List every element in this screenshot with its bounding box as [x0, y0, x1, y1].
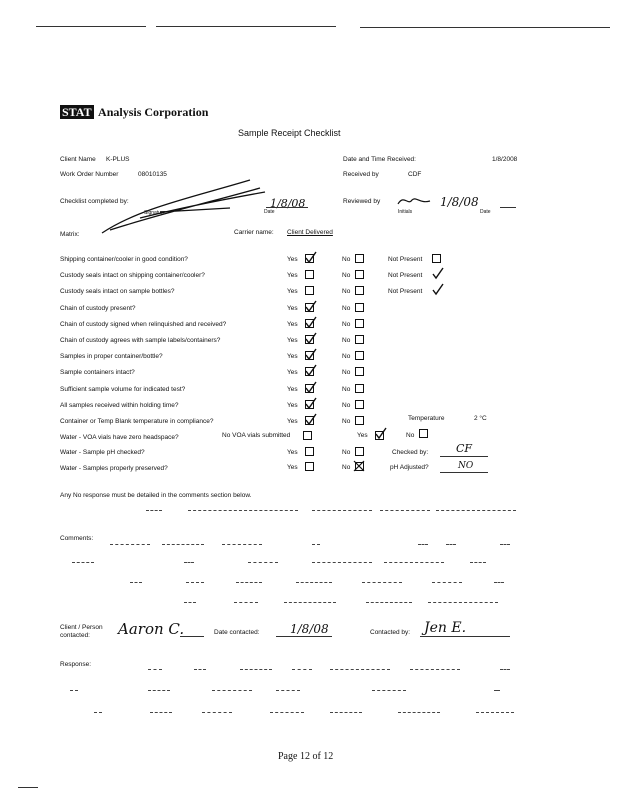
- checklist-date-handwritten: 1/8/08: [270, 197, 306, 210]
- response-line: [372, 690, 406, 691]
- reviewed-date-label: Date: [480, 209, 491, 215]
- question-text: Sufficient sample volume for indicated test?: [60, 386, 186, 393]
- ph-adjusted-underline: [440, 472, 488, 473]
- voa-yes-label: Yes: [357, 432, 368, 439]
- question-no-checkbox[interactable]: [355, 270, 364, 279]
- comment-line: [110, 544, 150, 545]
- question-yes-checkmark: [303, 331, 317, 345]
- page-title: Sample Receipt Checklist: [238, 128, 341, 138]
- reviewed-date-underline: [500, 207, 516, 208]
- contacted-by-underline: [420, 636, 510, 637]
- question-yes-label: Yes: [287, 353, 298, 360]
- matrix-label: Matrix:: [60, 231, 80, 238]
- ph-adjusted-handwritten: NO: [458, 461, 474, 471]
- question-no-checkbox[interactable]: [355, 367, 364, 376]
- response-line: [148, 669, 162, 670]
- comment-line: [162, 544, 204, 545]
- date-contacted-handwritten: 1/8/08: [290, 622, 329, 636]
- question-yes-checkmark: [303, 315, 317, 329]
- comment-line: [184, 602, 196, 603]
- question-no-checkbox[interactable]: [355, 400, 364, 409]
- water-preserved-question: Water - Samples properly preserved?: [60, 465, 168, 472]
- response-line: [494, 690, 500, 691]
- carrier-value: Client Delivered: [287, 229, 333, 236]
- ph-adjusted-label: pH Adjusted?: [390, 464, 429, 471]
- question-no-label: No: [342, 386, 351, 393]
- note-any-no: Any No response must be detailed in the comments section below.: [60, 492, 252, 499]
- checklist-completed-label: Checklist completed by:: [60, 198, 129, 205]
- client-person-underline: [180, 636, 204, 637]
- question-no-checkbox[interactable]: [355, 335, 364, 344]
- comment-line: [446, 544, 456, 545]
- question-no-checkbox[interactable]: [355, 254, 364, 263]
- question-no-checkbox[interactable]: [355, 416, 364, 425]
- response-line: [270, 712, 304, 713]
- comment-line: [432, 582, 462, 583]
- comment-line: [384, 562, 444, 563]
- question-yes-label: Yes: [287, 337, 298, 344]
- response-line: [398, 712, 440, 713]
- water-ph-question: Water - Sample pH checked?: [60, 449, 145, 456]
- response-line: [212, 690, 252, 691]
- blank-line: [188, 510, 298, 511]
- scan-line: [36, 26, 146, 27]
- question-yes-checkmark: [303, 396, 317, 410]
- scan-line: [360, 27, 610, 28]
- response-line: [70, 690, 78, 691]
- client-person-label: Client / Person contacted:: [60, 624, 103, 639]
- question-yes-label: Yes: [287, 369, 298, 376]
- comment-line: [130, 582, 142, 583]
- logo-company-name: Analysis Corporation: [98, 105, 209, 119]
- question-yes-checkmark: [303, 347, 317, 361]
- response-label: Response:: [60, 661, 92, 668]
- comment-line: [248, 562, 278, 563]
- question-text: Chain of custody present?: [60, 305, 136, 312]
- blank-line: [312, 510, 372, 511]
- ph-no-label: No: [342, 449, 351, 456]
- question-yes-label: Yes: [287, 272, 298, 279]
- question-no-label: No: [342, 353, 351, 360]
- question-text: Custody seals intact on shipping container/cooler?: [60, 272, 205, 279]
- comment-line: [184, 562, 194, 563]
- ph-yes-checkbox[interactable]: [305, 447, 314, 456]
- voa-no-label: No: [406, 432, 415, 439]
- question-not-present-checkmark: [430, 266, 444, 280]
- question-no-checkbox[interactable]: [355, 286, 364, 295]
- question-text: Chain of custody agrees with sample labels/containers?: [60, 337, 221, 344]
- comment-line: [222, 544, 262, 545]
- question-no-label: No: [342, 288, 351, 295]
- question-no-label: No: [342, 272, 351, 279]
- company-logo: [60, 103, 208, 121]
- ph-yes-label: Yes: [287, 449, 298, 456]
- comment-line: [366, 602, 412, 603]
- work-order-label: Work Order Number: [60, 171, 119, 178]
- question-no-label: No: [342, 369, 351, 376]
- question-yes-checkmark: [303, 250, 317, 264]
- comment-line: [312, 562, 372, 563]
- ph-no-checkbox[interactable]: [355, 447, 364, 456]
- client-person-handwritten: Aaron C.: [118, 620, 185, 638]
- question-no-checkbox[interactable]: [355, 303, 364, 312]
- date-label: Date: [264, 209, 275, 215]
- date-contacted-underline: [276, 636, 332, 637]
- question-no-checkbox[interactable]: [355, 384, 364, 393]
- preserved-no-label: No: [342, 464, 351, 471]
- response-line: [94, 712, 102, 713]
- question-text: All samples received within holding time?: [60, 402, 179, 409]
- comment-line: [418, 544, 428, 545]
- question-yes-label: Yes: [287, 321, 298, 328]
- no-voa-label: No VOA vials submitted: [222, 432, 291, 439]
- preserved-yes-label: Yes: [287, 464, 298, 471]
- comment-line: [470, 562, 486, 563]
- question-yes-checkbox[interactable]: [305, 286, 314, 295]
- temperature-label: Temperature: [408, 415, 445, 422]
- question-yes-label: Yes: [287, 418, 298, 425]
- question-yes-checkmark: [303, 363, 317, 377]
- preserved-yes-checkbox[interactable]: [305, 462, 314, 471]
- response-line: [330, 669, 390, 670]
- initials-label: Initials: [398, 209, 413, 215]
- response-line: [276, 690, 300, 691]
- checked-by-label: Checked by:: [392, 449, 429, 456]
- received-by-label: Received by: [343, 171, 379, 178]
- water-voa-question: Water - VOA vials have zero headspace?: [60, 434, 179, 441]
- scan-line: [156, 26, 336, 27]
- question-text: Shipping container/cooler in good condition?: [60, 256, 188, 263]
- question-not-present-label: Not Present: [388, 288, 423, 295]
- date-received-value: 1/8/2008: [492, 156, 518, 163]
- comment-line: [428, 602, 498, 603]
- client-name-label: Client Name: [60, 156, 96, 163]
- response-line: [240, 669, 272, 670]
- comment-line: [296, 582, 332, 583]
- signature-label: Signature: [144, 210, 166, 216]
- response-line: [410, 669, 460, 670]
- question-no-label: No: [342, 305, 351, 312]
- comment-line: [284, 602, 336, 603]
- comment-line: [500, 544, 510, 545]
- scan-line: [18, 787, 38, 788]
- response-line: [292, 669, 312, 670]
- comment-line: [236, 582, 262, 583]
- question-no-checkbox[interactable]: [355, 319, 364, 328]
- no-voa-checkbox[interactable]: [303, 431, 312, 440]
- question-not-present-checkmark: [430, 282, 444, 296]
- response-line: [202, 712, 232, 713]
- question-not-present-label: Not Present: [388, 256, 423, 263]
- response-line: [148, 690, 170, 691]
- question-no-label: No: [342, 256, 351, 263]
- question-yes-label: Yes: [287, 402, 298, 409]
- received-by-value: CDF: [408, 171, 422, 178]
- question-no-label: No: [342, 321, 351, 328]
- logo-box-text: STAT: [62, 105, 92, 119]
- comment-line: [234, 602, 258, 603]
- comment-line: [362, 582, 402, 583]
- reviewed-by-label: Reviewed by: [343, 198, 381, 205]
- blank-line: [436, 510, 516, 511]
- contacted-by-handwritten: Jen E.: [424, 620, 467, 636]
- question-text: Sample containers intact?: [60, 369, 135, 376]
- date-underline: [266, 207, 308, 208]
- checked-by-handwritten: CF: [456, 442, 473, 455]
- client-name-value: K-PLUS: [106, 156, 130, 163]
- response-line: [476, 712, 514, 713]
- preserved-no-cross: [352, 459, 366, 473]
- question-text: Custody seals intact on sample bottles?: [60, 288, 175, 295]
- comments-label: Comments:: [60, 535, 94, 542]
- response-line: [150, 712, 172, 713]
- question-not-present-checkbox[interactable]: [432, 254, 441, 263]
- question-yes-label: Yes: [287, 288, 298, 295]
- contacted-by-label: Contacted by:: [370, 629, 411, 636]
- question-yes-checkbox[interactable]: [305, 270, 314, 279]
- page-number: Page 12 of 12: [278, 751, 334, 762]
- blank-line: [146, 510, 162, 511]
- comment-line: [186, 582, 204, 583]
- reviewed-date-handwritten: 1/8/08: [440, 195, 479, 209]
- response-line: [500, 669, 510, 670]
- question-text: Container or Temp Blank temperature in compliance?: [60, 418, 214, 425]
- question-yes-checkmark: [303, 412, 317, 426]
- response-line: [194, 669, 206, 670]
- question-yes-label: Yes: [287, 305, 298, 312]
- question-no-checkbox[interactable]: [355, 351, 364, 360]
- question-yes-label: Yes: [287, 256, 298, 263]
- question-text: Chain of custody signed when relinquished and received?: [60, 321, 227, 328]
- checked-by-underline: [440, 456, 488, 457]
- question-no-label: No: [342, 337, 351, 344]
- question-text: Samples in proper container/bottle?: [60, 353, 163, 360]
- work-order-value: 08010135: [138, 171, 167, 178]
- question-not-present-label: Not Present: [388, 272, 423, 279]
- date-contacted-label: Date contacted:: [214, 629, 260, 636]
- question-yes-checkmark: [303, 380, 317, 394]
- question-no-label: No: [342, 402, 351, 409]
- temperature-value: 2 °C: [474, 415, 487, 422]
- response-line: [330, 712, 362, 713]
- comment-line: [72, 562, 94, 563]
- comment-line: [312, 544, 320, 545]
- question-yes-label: Yes: [287, 386, 298, 393]
- voa-yes-checkmark: [373, 426, 387, 440]
- voa-no-checkbox[interactable]: [419, 429, 428, 438]
- carrier-label: Carrier name:: [234, 229, 274, 236]
- question-yes-checkmark: [303, 299, 317, 313]
- blank-line: [380, 510, 430, 511]
- date-received-label: Date and Time Received:: [343, 156, 416, 163]
- question-no-label: No: [342, 418, 351, 425]
- comment-line: [494, 582, 504, 583]
